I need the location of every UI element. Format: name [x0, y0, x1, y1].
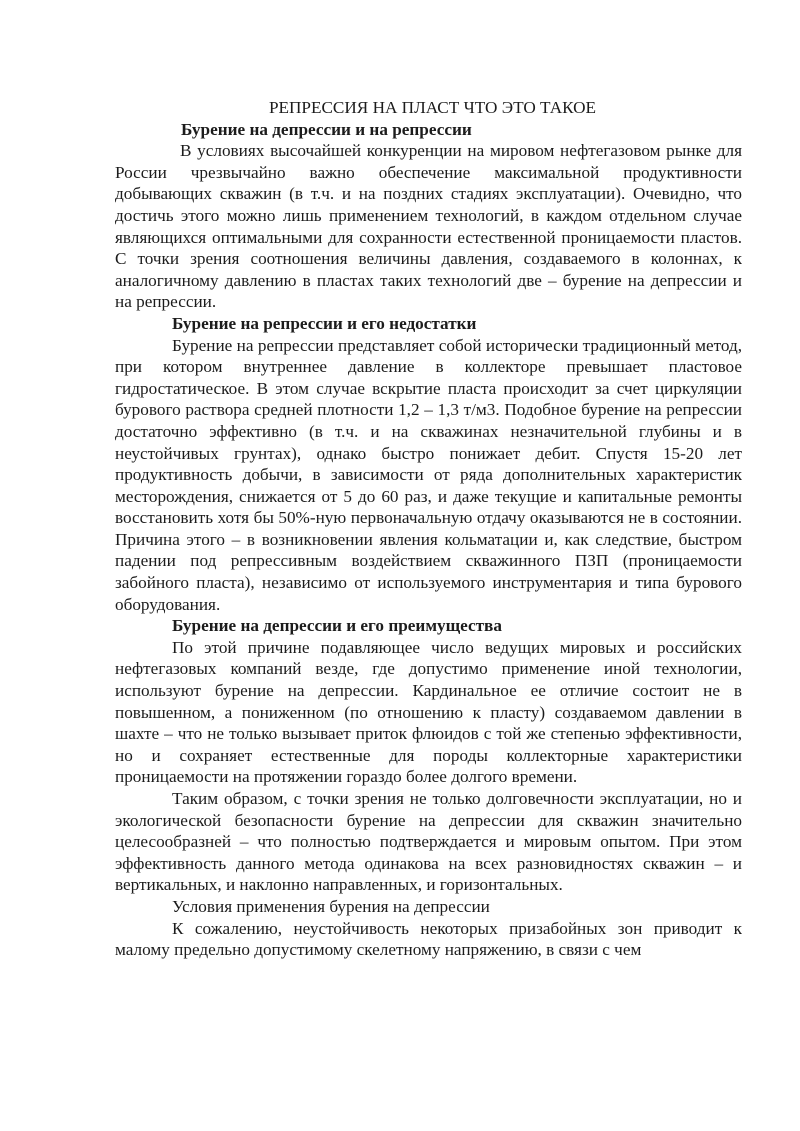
section-heading-depression: Бурение на депрессии и его преимущества — [172, 616, 502, 636]
section-heading-conditions: Условия применения бурения на депрессии — [172, 896, 490, 916]
document-title: РЕПРЕССИЯ НА ПЛАСТ ЧТО ЭТО ТАКОЕ — [268, 98, 597, 117]
paragraph-intro: В условиях высочайшей конкуренции на мировом нефтегазовом рынке для России чрезвычайно важно обеспечение максимальной продуктивности добывающих скважин (в т.ч. и на поздних стадиях эксплуатации). Очевидно, что достичь этого можно лишь применением технологий, в каждом отдельном случае являющихся оптимальными для сохранности естественной проницаемости пластов. С точки зрения соотношения величины давления, создаваемого в колоннах, к аналогичному давлению в пластах таких технологий две – бурение на депрессии и на репрессии. — [115, 141, 742, 312]
paragraph-repression: Бурение на репрессии представляет собой исторически традиционный метод, при котором внутреннее давление в коллекторе превышает пластовое гидростатическое. В этом случае вскрытие пласта происходит за счет циркуляции бурового раствора средней плотности 1,2 – 1,3 т/м3. Подобное бурение на репрессии достаточно эффективно (в т.ч. и на скважинах незначительной глубины и в неустойчивых грунтах), однако быстро понижает дебит. Спустя 15-20 лет продуктивность добычи, в зависимости от ряда дополнительных характеристик месторождения, снижается от 5 до 60 раз, и даже текущие и капитальные ремонты восстановить хотя бы 50%-ную первоначальную отдачу оказываются не в состоянии. Причина этого – в возникновении явления кольматации и, как следствие, быстром падении под репрессивным воздействием скважинного ПЗП (проницаемости забойного пласта), независимо от используемого инструментария и типа бурового оборудования. — [115, 335, 742, 614]
paragraph-depression: По этой причине подавляющее число ведущих мировых и российских нефтегазовых компаний везде, где допустимо применение иной технологии, используют бурение на депрессии. Кардинальное ее отличие состоит не в повышенном, а пониженном (по отношению к пласту) создаваемом давлении в шахте – что не только вызывает приток флюидов с той же степенью эффективности, но и сохраняет естественные для породы коллекторные характеристики проницаемости на протяжении гораздо более долгого времени. — [115, 637, 742, 787]
paragraph-conditions: К сожалению, неустойчивость некоторых призабойных зон приводит к малому предельно допустимому скелетному напряжению, в связи с чем — [115, 918, 742, 960]
paragraph-conclusion: Таким образом, с точки зрения не только долговечности эксплуатации, но и экологической безопасности бурение на депрессии для скважин значительно целесообразней – что полностью подтверждается и мировым опытом. При этом эффективность данного метода одинакова на всех разновидностях скважин – и вертикальных, и наклонно направленных, и горизонтальных. — [115, 789, 742, 895]
section-heading-repression: Бурение на репрессии и его недостатки — [172, 313, 477, 333]
section-heading-drilling: Бурение на депрессии и на репрессии — [181, 119, 472, 139]
document-page — [115, 97, 742, 961]
